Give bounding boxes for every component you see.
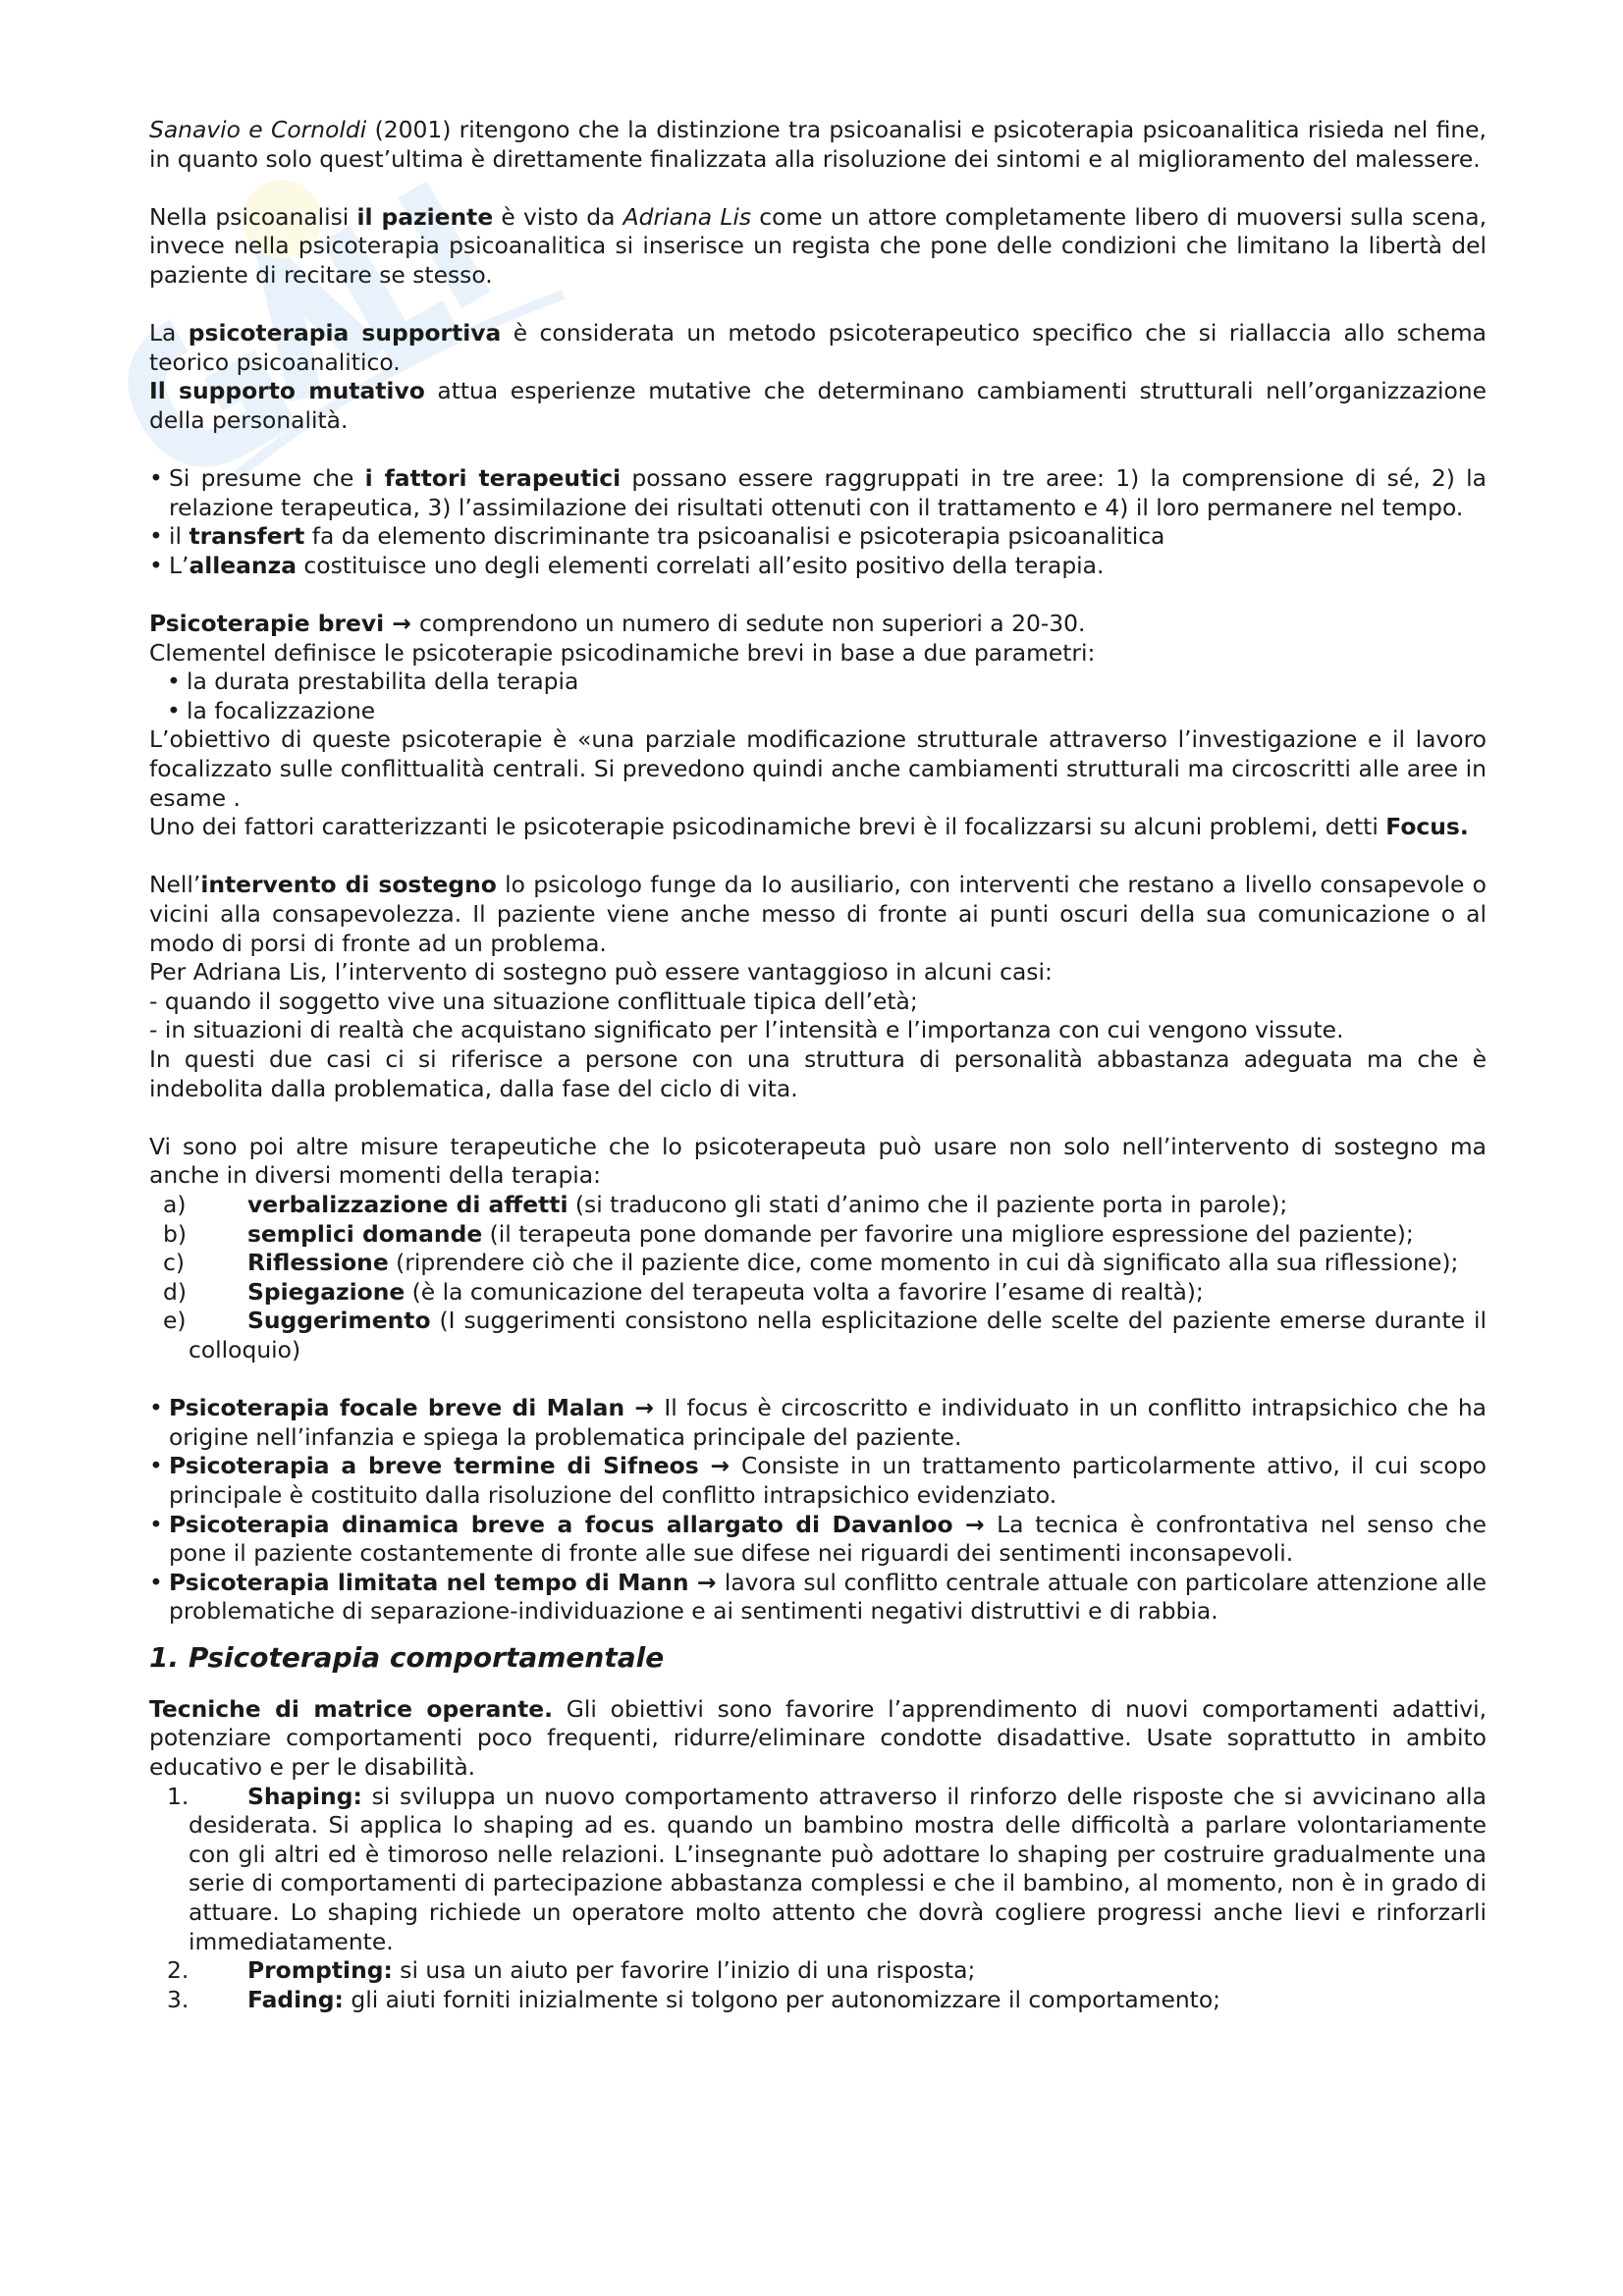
bullet-fattori: • Si presume che i fattori terapeutici possano essere raggruppati in tre aree: 1) la comprensione di sé, 2) la relazione terapeutica, 3) l’assimilazione dei risultati ottenuti con il trattamento e 4) il loro permanere nel tempo.	[149, 464, 1487, 522]
arrow-icon: →	[698, 1452, 741, 1480]
list-item: c) Riflessione (riprendere ciò che il paziente dice, come momento in cui dà significato alla sua riflessione);	[163, 1249, 1459, 1277]
paragraph-supportiva: La psicoterapia supportiva è considerata un metodo psicoterapeutico specifico che si riallaccia allo schema teorico psicoanalitico.	[149, 319, 1487, 376]
paragraph-case-2: - in situazioni di realtà che acquistano significato per l’intensità e l’importanza con cui vengono vissute.	[149, 1016, 1344, 1044]
list-item: • Psicoterapia focale breve di Malan → Il focus è circoscritto e individuato in un conflitto intrapsichico che ha origine nell’infanzia e spiega la problematica principale del paziente.	[149, 1394, 1487, 1452]
paragraph-misure: Vi sono poi altre misure terapeutiche che lo psicoterapeuta può usare non solo nell’intervento di sostegno ma anche in diversi momenti della terapia:	[149, 1132, 1487, 1190]
arrow-icon: →	[952, 1510, 998, 1538]
paragraph-struttura: In questi due casi ci si riferisce a persone con una struttura di personalità abbastanza adeguata ma che è indebolita dalla problematica, dalla fase del ciclo di vita.	[149, 1045, 1487, 1102]
arrow-icon: →	[384, 610, 420, 638]
list-item: b) semplici domande (il terapeuta pone domande per favorire una migliore espressione del paziente);	[163, 1219, 1414, 1248]
list-item: 3. Fading: gli aiuti forniti inizialmente si tolgono per autonomizzare il comportamento;	[167, 1985, 1221, 2013]
paragraph-adriana-lis: Per Adriana Lis, l’intervento di sostegno può essere vantaggioso in alcuni casi:	[149, 958, 1053, 987]
paragraph-psicoanalisi: Nella psicoanalisi il paziente è visto da Adriana Lis come un attore completamente libero di muoversi sulla scena, invece nella psicoterapia psicoanalitica si inserisce un regista che pone delle condizioni che limitano la libertà del paziente di recitare se stesso.	[149, 202, 1488, 289]
list-item: • la focalizzazione	[149, 697, 1487, 726]
list-item: • Psicoterapia a breve termine di Sifneos → Consiste in un trattamento particolarmente attivo, il cui scopo principale è costituito dalla risoluzione del conflitto intrapsichico evidenziato.	[149, 1452, 1487, 1510]
section-heading: 1. Psicoterapia comportamentale	[149, 1640, 665, 1674]
paragraph-intervento-sostegno: Nell’intervento di sostegno lo psicologo funge da Io ausiliario, con interventi che restano a livello consapevole o vicini alla consapevolezza. Il paziente viene anche messo di fronte ai punti oscuri della sua comunicazione o al modo di porsi di fronte ad un problema.	[149, 871, 1487, 957]
document-body	[149, 116, 1487, 2014]
list-item: d) Spiegazione (è la comunicazione del terapeuta volta a favorire l’esame di realtà);	[163, 1277, 1204, 1306]
bullet-transfert: • il transfert fa da elemento discriminante tra psicoanalisi e psicoterapia psicoanalitica	[149, 522, 1487, 552]
paragraph-psicoterapie-brevi: Psicoterapie brevi → comprendono un numero di sedute non superiori a 20-30.	[149, 610, 1086, 638]
paragraph-supporto-mutativo: Il supporto mutativo attua esperienze mutative che determinano cambiamenti strutturali nell’organizzazione della personalità.	[149, 377, 1487, 434]
arrow-icon: →	[624, 1394, 665, 1422]
paragraph-clementel: Clementel definisce le psicoterapie psicodinamiche brevi in base a due parametri:	[149, 638, 1096, 667]
list-item: a) verbalizzazione di affetti (si traducono gli stati d’animo che il paziente porta in parole);	[163, 1190, 1288, 1218]
bullet-alleanza: • L’alleanza costituisce uno degli elementi correlati all’esito positivo della terapia.	[149, 552, 1487, 581]
list-item: • Psicoterapia dinamica breve a focus allargato di Davanloo → La tecnica è confrontativa nel senso che pone il paziente costantemente di fronte alle sue difese nei riguardi dei sentimenti inconsapevoli.	[149, 1511, 1487, 1569]
list-item: e) Suggerimento (I suggerimenti consistono nella esplicitazione delle scelte del paziente emerse durante il colloquio)	[163, 1307, 1487, 1363]
list-item: 1. Shaping: si sviluppa un nuovo comportamento attraverso il rinforzo delle risposte che si avvicinano alla desiderata. Si applica lo shaping ad es. quando un bambino mostra delle difficoltà a parlare volontariamente con gli altri ed è timoroso nelle relazioni. L’insegnante può adottare lo shaping per costruire gradualmente una serie di comportamenti di partecipazione abbastanza complessi e che il bambino, al momento, non è in grado di attuare. Lo shaping richiede un operatore molto attento che dovrà cogliere progressi anche lievi e rinforzarli immediatamente.	[167, 1782, 1487, 1955]
list-item: 2. Prompting: si usa un aiuto per favorire l’inizio di una risposta;	[167, 1956, 976, 1985]
list-item: • Psicoterapia limitata nel tempo di Mann → lavora sul conflitto centrale attuale con particolare attenzione alle problematiche di separazione-individuazione e ai sentimenti negativi distruttivi e di rabbia.	[149, 1569, 1487, 1627]
arrow-icon: →	[688, 1568, 725, 1596]
paragraph-tecniche-operante: Tecniche di matrice operante. Gli obiettivi sono favorire l’apprendimento di nuovi comportamenti adattivi, potenziare comportamenti poco frequenti, ridurre/eliminare condotte disadattive. Usate soprattutto in ambito educativo e per le disabilità.	[149, 1694, 1487, 1782]
paragraph-case-1: - quando il soggetto vive una situazione conflittuale tipica dell’età;	[149, 987, 918, 1015]
list-item: • la durata prestabilita della terapia	[149, 667, 1487, 697]
paragraph-focus: Uno dei fattori caratterizzanti le psicoterapie psicodinamiche brevi è il focalizzarsi su alcuni problemi, detti Focus.	[149, 813, 1469, 841]
paragraph-obiettivo: L’obiettivo di queste psicoterapie è «una parziale modificazione strutturale attraverso l’investigazione e il lavoro focalizzato sulle conflittualità centrali. Si prevedono quindi anche cambiamenti strutturali ma circoscritti alle aree in esame .	[149, 725, 1487, 812]
paragraph-sanavio: Sanavio e Cornoldi (2001) ritengono che la distinzione tra psicoanalisi e psicoterapia psicoanalitica risieda nel fine, in quanto solo quest’ultima è direttamente finalizzata alla risoluzione dei sintomi e al miglioramento del malessere.	[149, 116, 1487, 173]
